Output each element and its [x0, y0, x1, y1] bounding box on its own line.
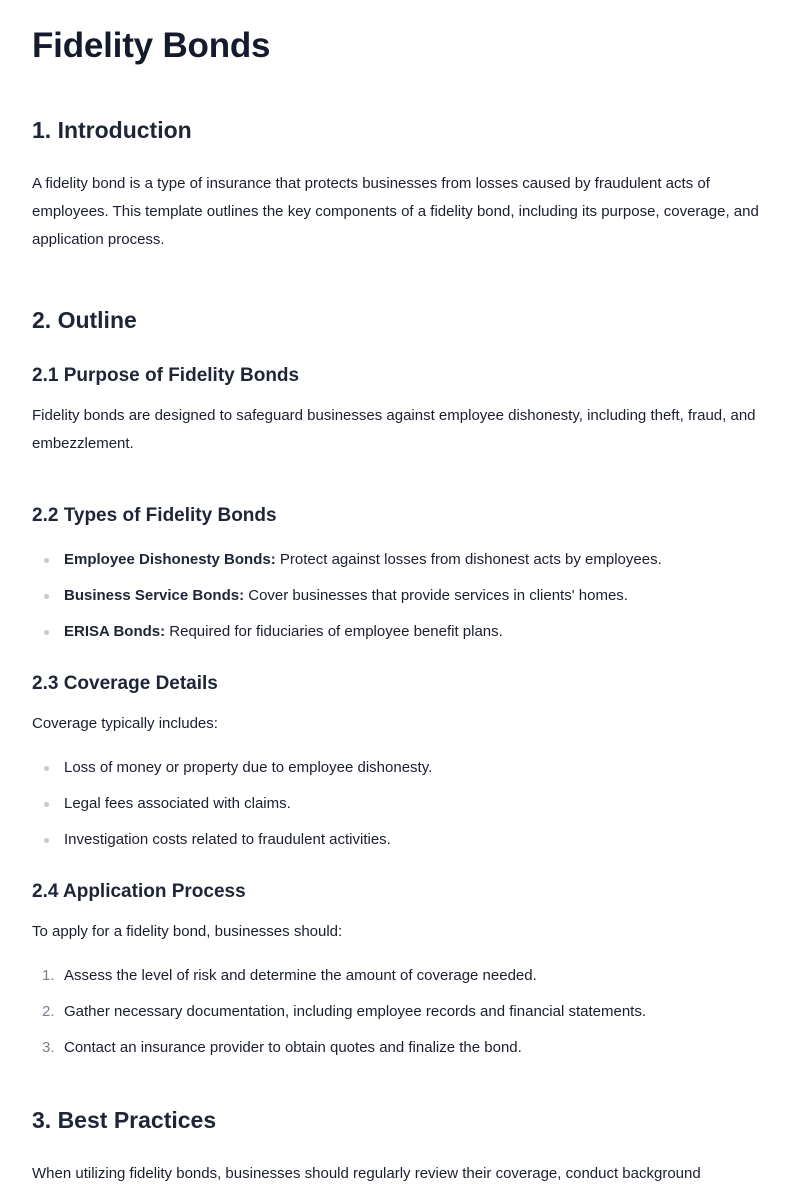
- introduction-paragraph: A fidelity bond is a type of insurance that protects businesses from losses caused by fraudulent acts of employees. This template outlines the key components of a fidelity bond, including its purpose, coverage, and application process.: [32, 175, 759, 248]
- list-item-number: 3.: [42, 1039, 55, 1056]
- subsection-heading-coverage: 2.3 Coverage Details: [32, 673, 218, 694]
- purpose-paragraph: Fidelity bonds are designed to safeguard businesses against employee dishonesty, including theft, fraud, and embezzlement.: [32, 407, 756, 452]
- subsection-heading-purpose: 2.1 Purpose of Fidelity Bonds: [32, 365, 300, 386]
- list-item: Investigation costs related to fraudulent activities.: [32, 830, 768, 850]
- best-practices-paragraph: When utilizing fidelity bonds, businesses should regularly review their coverage, conduct background: [32, 1165, 701, 1182]
- list-item: [32, 1038, 768, 1058]
- list-item: [32, 586, 768, 606]
- list-item-text: Contact an insurance provider to obtain quotes and finalize the bond.: [64, 1039, 522, 1056]
- list-item: [32, 550, 768, 570]
- list-item-description: Cover businesses that provide services in clients' homes.: [244, 587, 628, 604]
- list-item: Legal fees associated with claims.: [32, 794, 768, 814]
- list-item-term: ERISA Bonds:: [64, 623, 166, 640]
- list-item-description: Protect against losses from dishonest acts by employees.: [275, 551, 662, 568]
- list-item: [32, 622, 768, 642]
- list-item-number: 1.: [42, 967, 55, 984]
- list-item-description: Required for fiduciaries of employee benefit plans.: [165, 623, 503, 640]
- page-title: Fidelity Bonds: [32, 26, 271, 65]
- list-item-term: Employee Dishonesty Bonds:: [64, 551, 276, 568]
- list-item: Loss of money or property due to employee dishonesty.: [32, 758, 768, 778]
- subsection-heading-application: 2.4 Application Process: [32, 881, 246, 902]
- section-heading-best-practices: 3. Best Practices: [32, 1107, 217, 1133]
- list-item: [32, 1002, 768, 1022]
- section-heading-outline: 2. Outline: [32, 307, 137, 333]
- coverage-list: [32, 758, 768, 850]
- types-list: [32, 550, 768, 642]
- list-item: [32, 966, 768, 986]
- application-intro-paragraph: To apply for a fidelity bond, businesses should:: [32, 923, 343, 940]
- list-item-text: Assess the level of risk and determine the amount of coverage needed.: [64, 967, 537, 984]
- coverage-intro-paragraph: Coverage typically includes:: [32, 715, 218, 732]
- section-heading-introduction: 1. Introduction: [32, 117, 192, 143]
- list-item-term: Business Service Bonds:: [64, 587, 245, 604]
- list-item-number: 2.: [42, 1003, 55, 1020]
- application-steps-list: [32, 966, 768, 1058]
- subsection-heading-types: 2.2 Types of Fidelity Bonds: [32, 505, 277, 526]
- list-item-text: Gather necessary documentation, including employee records and financial statements.: [64, 1003, 646, 1020]
